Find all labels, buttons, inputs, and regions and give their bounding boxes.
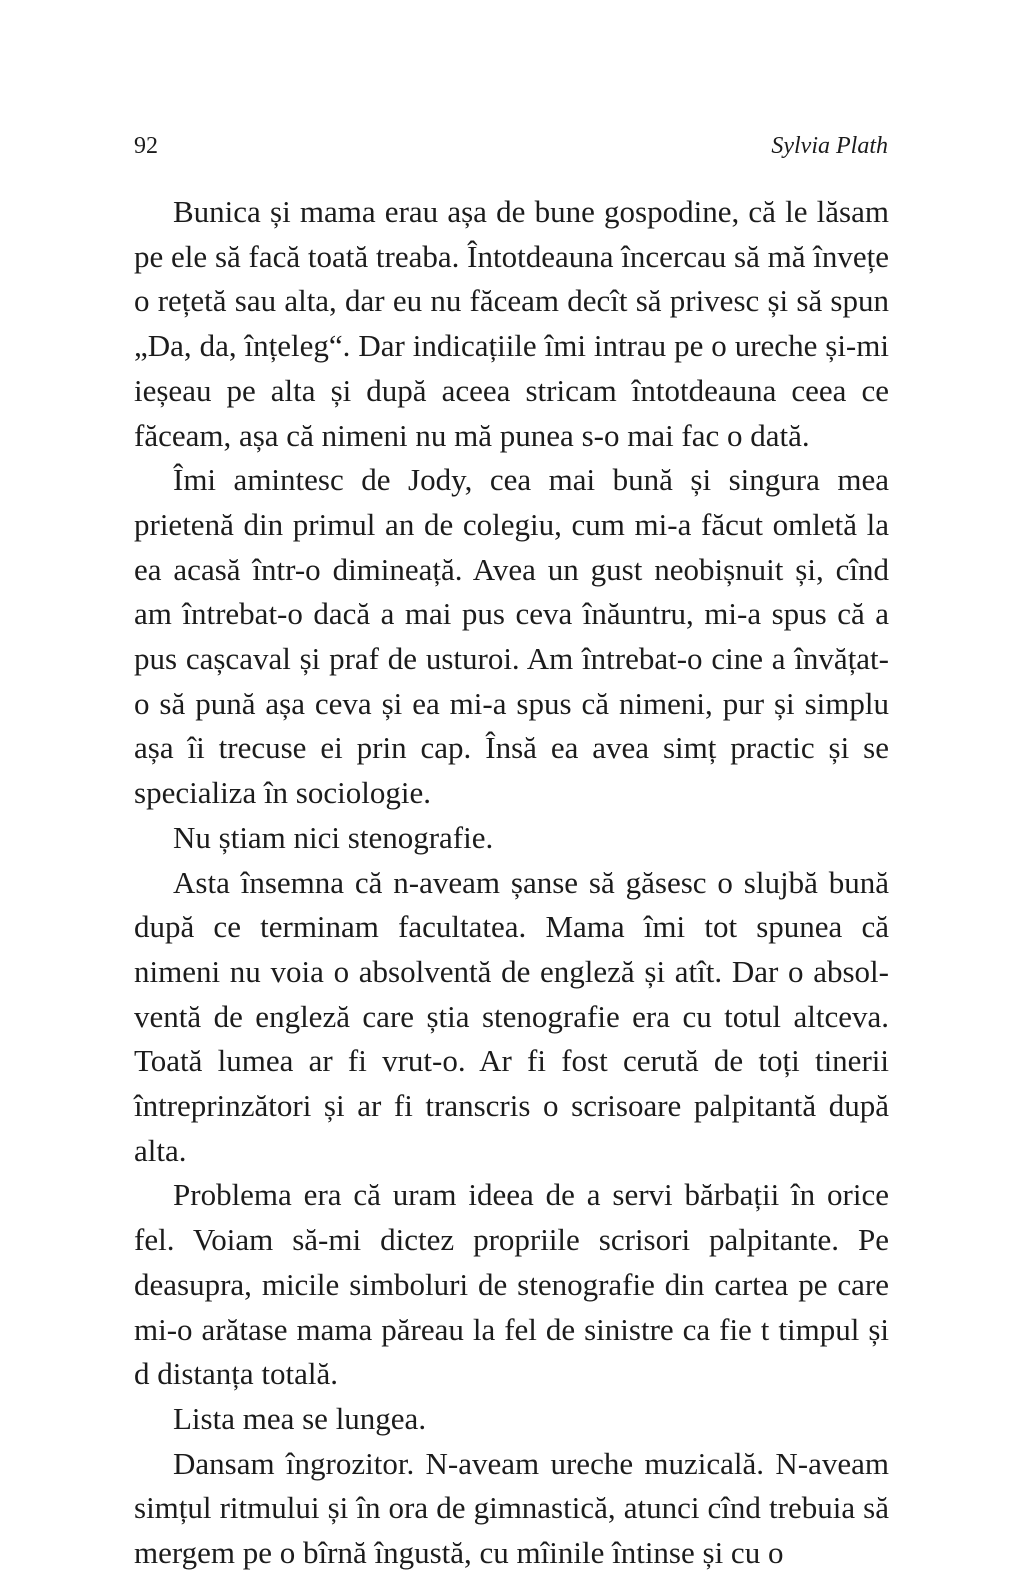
paragraph: Lista mea se lungea.	[173, 1400, 427, 1436]
running-title: Sylvia Plath	[771, 133, 888, 159]
paragraph: Dansam îngrozitor. N-aveam ureche muzicală. N-aveam simțul ritmului și în ora de gimnastică, atunci cînd trebuia să mergem pe o bîrnă îngustă, cu mîinile întinse și cu o	[134, 1445, 889, 1571]
paragraph: Nu știam nici stenografie.	[173, 819, 494, 855]
paragraph: Îmi amintesc de Jody, cea mai bună și singura mea prietenă din primul an de colegiu, cum mi-a făcut omletă la ea acasă într-o dimineață. Avea un gust neobișnuit și, cînd am întrebat-o dacă a mai pus ceva înăuntru, mi-a spus că a pus cașcaval și praf de usturoi. Am întrebat-o cine a învățat-o să pună așa ceva și ea mi-a spus că nimeni, pur și simplu așa îi trecuse ei prin cap. Însă ea avea simț practic și se specializa în sociologie.	[134, 462, 889, 811]
running-header	[134, 133, 888, 167]
page-number: 92	[134, 133, 158, 159]
paragraph: Problema era că uram ideea de a servi bărbații în orice fel. Voiam să-mi dictez propriile scrisori palpitante. Pe deasupra, micile simboluri de stenografie din cartea pe care mi-o arătase mama păreau la fel de sinistre ca fie t timpul și d distanța totală.	[134, 1177, 889, 1392]
body-text	[134, 190, 889, 1576]
paragraph: Asta însemna că n-aveam șanse să găsesc o slujbă bună după ce terminam facultatea. Mama îmi tot spunea că nimeni nu voia o absolventă de engleză și atît. Dar o absolventă de engleză care știa stenografie era cu totul altceva. Toată lumea ar fi vrut-o. Ar fi fost cerută de toți tinerii întreprinzători și ar fi transcris o scrisoare palpitantă după alta.	[134, 864, 889, 1168]
paragraph: Bunica și mama erau așa de bune gospodine, că le lăsam pe ele să facă toată treaba. Întotdeauna încercau să mă învețe o rețetă sau alta, dar eu nu făceam decît să privesc și să spun „Da, da, înțeleg“. Dar indicațiile îmi intrau pe o ureche și-mi ieșeau pe alta și după aceea stricam întotdeauna ceea ce făceam, așa că nimeni nu mă punea s-o mai fac o dată.	[134, 194, 889, 453]
